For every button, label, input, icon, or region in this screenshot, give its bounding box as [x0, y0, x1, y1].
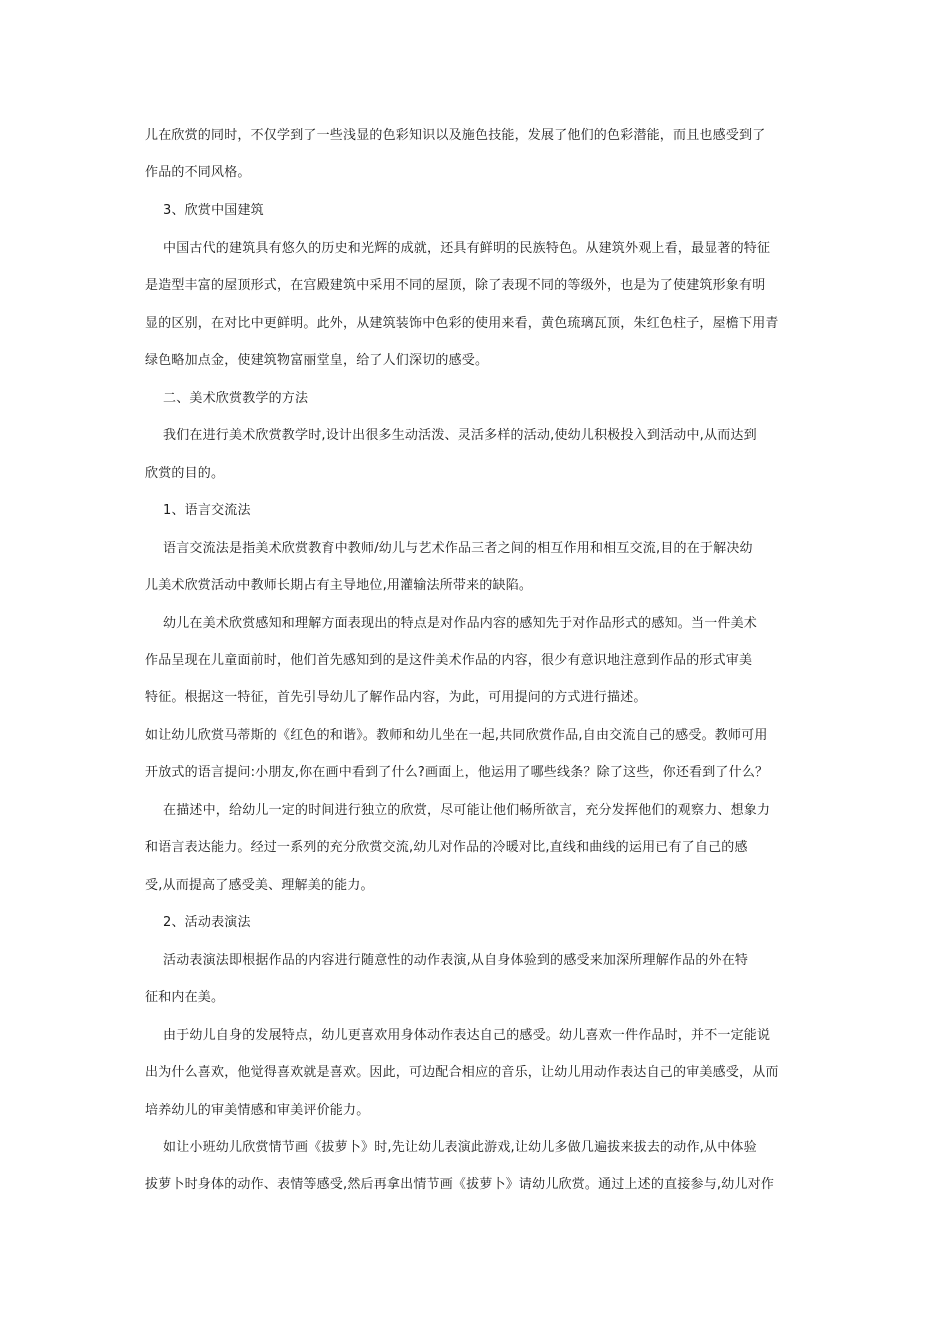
- text-line: 活动表演法即根据作品的内容进行随意性的动作表演,从自身体验到的感受来加深所理解作品的外在特: [163, 953, 749, 968]
- text-line: 中国古代的建筑具有悠久的历史和光辉的成就，还具有鲜明的民族特色。从建筑外观上看，最显著的特征: [163, 241, 771, 256]
- text-line: 在描述中，给幼儿一定的时间进行独立的欣赏，尽可能让他们畅所欲言，充分发挥他们的观察力、想象力: [163, 803, 771, 818]
- text-line: 作品呈现在儿童面前时，他们首先感知到的是这件美术作品的内容，很少有意识地注意到作品的形式审美: [145, 653, 753, 668]
- text-line: 拔萝卜时身体的动作、表情等感受,然后再拿出情节画《拔萝卜》请幼儿欣赏。通过上述的直接参与,幼儿对作: [145, 1177, 775, 1192]
- text-line: 培养幼儿的审美情感和审美评价能力。: [145, 1103, 370, 1118]
- text-line: 如让小班幼儿欣赏情节画《拔萝卜》时,先让幼儿表演此游戏,让幼儿多做几遍拔来拔去的动作,从中体验: [163, 1140, 757, 1155]
- section-heading: 二、美术欣赏教学的方法: [163, 391, 309, 406]
- section-heading: 3、欣赏中国建筑: [163, 203, 264, 218]
- text-line: 绿色略加点金，使建筑物富丽堂皇，给了人们深切的感受。: [145, 353, 489, 368]
- text-line: 征和内在美。: [145, 990, 225, 1005]
- text-line: 特征。根据这一特征，首先引导幼儿了解作品内容，为此，可用提问的方式进行描述。: [145, 690, 647, 705]
- text-line: 语言交流法是指美术欣赏教育中教师/幼儿与艺术作品三者之间的相互作用和相互交流,目的在于解决幼: [163, 541, 753, 556]
- text-line: 和语言表达能力。经过一系列的充分欣赏交流,幼儿对作品的冷暖对比,直线和曲线的运用已有了自己的感: [145, 840, 748, 855]
- text-line: 我们在进行美术欣赏教学时,设计出很多生动活泼、灵活多样的活动,使幼儿积极投入到活动中,从而达到: [163, 428, 757, 443]
- text-line: 显的区别，在对比中更鲜明。此外，从建筑装饰中色彩的使用来看，黄色琉璃瓦顶，朱红色柱子，屋檐下用青: [145, 316, 779, 331]
- text-line: 开放式的语言提问:小朋友,你在画中看到了什么?画面上，他运用了哪些线条？除了这些，你还看到了什么？: [145, 765, 769, 780]
- text-line: 如让幼儿欣赏马蒂斯的《红色的和谐》。教师和幼儿坐在一起,共同欣赏作品,自由交流自己的感受。教师可用: [145, 728, 768, 743]
- text-line: 受,从而提高了感受美、理解美的能力。: [145, 878, 374, 893]
- text-line: 出为什么喜欢，他觉得喜欢就是喜欢。因此，可边配合相应的音乐，让幼儿用动作表达自己的审美感受，从而: [145, 1065, 779, 1080]
- text-line: 由于幼儿自身的发展特点，幼儿更喜欢用身体动作表达自己的感受。幼儿喜欢一件作品时，并不一定能说: [163, 1028, 771, 1043]
- text-line: 儿在欣赏的同时，不仅学到了一些浅显的色彩知识以及施色技能，发展了他们的色彩潜能，而且也感受到了: [145, 128, 766, 143]
- text-line: 是造型丰富的屋顶形式，在宫殿建筑中采用不同的屋顶，除了表现不同的等级外，也是为了使建筑形象有明: [145, 278, 766, 293]
- text-line: 作品的不同风格。: [145, 165, 251, 180]
- text-line: 儿美术欣赏活动中教师长期占有主导地位,用灌输法所带来的缺陷。: [145, 578, 533, 593]
- text-line: 欣赏的目的。: [145, 466, 225, 481]
- text-line: 幼儿在美术欣赏感知和理解方面表现出的特点是对作品内容的感知先于对作品形式的感知。当一件美术: [163, 616, 758, 631]
- section-heading: 2、活动表演法: [163, 915, 251, 930]
- section-heading: 1、语言交流法: [163, 503, 251, 518]
